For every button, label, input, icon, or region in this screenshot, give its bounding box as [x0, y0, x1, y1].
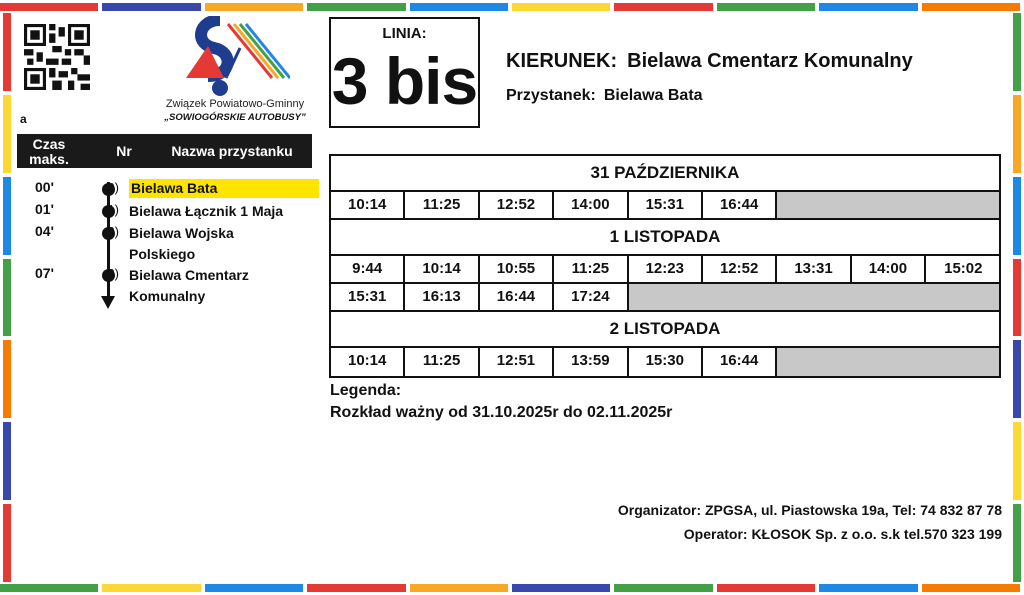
timetable-row: [331, 192, 999, 220]
stop-nr: 1): [107, 202, 119, 217]
stops-list: [17, 176, 317, 311]
departure-time: 12:52: [703, 256, 777, 282]
border-segment: [512, 3, 610, 11]
border-segment: [3, 340, 11, 418]
departure-time: 11:25: [554, 256, 628, 282]
departure-time: 14:00: [852, 256, 926, 282]
legend-title: Legenda:: [330, 382, 402, 399]
border-segment: [410, 3, 508, 11]
departure-time: 11:25: [405, 348, 479, 376]
stop-time: 00': [35, 179, 54, 195]
border-segment: [614, 3, 712, 11]
stop-name-line1: Bielawa Cmentarz: [129, 267, 249, 283]
departure-time: 15:30: [629, 348, 703, 376]
timetable: [329, 154, 1001, 378]
border-segment: [1013, 422, 1021, 500]
departure-time: 10:14: [331, 348, 405, 376]
departure-time: 14:00: [554, 192, 628, 218]
border-segment: [819, 3, 917, 11]
border-segment: [410, 584, 508, 592]
stop-nr: 0): [107, 180, 119, 195]
sowiogorskie-logo-icon: [180, 16, 290, 98]
stop-nr: 2): [107, 224, 119, 239]
border-segment: [3, 95, 11, 173]
operator-text: Operator: KŁOSOK Sp. z o.o. s.k tel.570 323 199: [683, 526, 1002, 542]
border-segment: [717, 3, 815, 11]
border-segment: [307, 3, 405, 11]
border-segment: [0, 584, 98, 592]
qr-code-icon: [24, 24, 90, 90]
direction-label: KIERUNEK:: [506, 50, 618, 72]
departure-time: 10:55: [480, 256, 554, 282]
border-segment: [3, 177, 11, 255]
direction: [506, 50, 913, 73]
border-segment: [614, 584, 712, 592]
border-segment: [102, 584, 200, 592]
border-segment: [922, 3, 1020, 11]
timetable-date-header: 2 LISTOPADA: [331, 312, 999, 348]
border-segment: [102, 3, 200, 11]
timetable-date-header: 31 PAŹDZIERNIKA: [331, 156, 999, 192]
logo-org-name: Związek Powiatowo-Gminny: [165, 98, 305, 110]
timetable-date-header: 1 LISTOPADA: [331, 220, 999, 256]
border-segment: [922, 584, 1020, 592]
timetable-row: [331, 256, 999, 284]
departure-time: 12:23: [629, 256, 703, 282]
border-segment: [205, 3, 303, 11]
stop-name: Bielawa Łącznik 1 Maja: [129, 203, 284, 219]
line-number: 3 bis: [331, 44, 478, 118]
empty-filler: [777, 192, 999, 218]
stop-name: [129, 265, 319, 307]
departure-time: 11:25: [405, 192, 479, 218]
border-segment: [3, 13, 11, 91]
departure-time: 13:31: [777, 256, 851, 282]
border-segment: [819, 584, 917, 592]
border-segment: [1013, 504, 1021, 582]
validity-text: Rozkład ważny od 31.10.2025r do 02.11.2025r: [330, 404, 673, 421]
stop-time: 07': [35, 265, 54, 281]
line-number-box: [329, 17, 480, 128]
current-stop: [506, 87, 703, 105]
stop-time: 01': [35, 201, 54, 217]
stop-name-current: Bielawa Bata: [129, 179, 319, 198]
departure-time: 16:44: [480, 284, 554, 310]
stops-header: [17, 134, 312, 168]
header-time: Czas maks.: [29, 136, 69, 167]
route-arrow-icon: [101, 296, 115, 309]
stop-time: 04': [35, 223, 54, 239]
empty-filler: [629, 284, 999, 310]
footer-contacts: [618, 498, 1002, 546]
empty-filler: [777, 348, 999, 376]
departure-time: 17:24: [554, 284, 628, 310]
border-segment: [307, 584, 405, 592]
route-line: [107, 182, 110, 300]
header-stop-name: Nazwa przystanku: [171, 143, 293, 159]
stop-name-line1: Bielawa Wojska: [129, 225, 234, 241]
border-segment: [0, 3, 98, 11]
departure-time: 10:14: [405, 256, 479, 282]
timetable-row: [331, 348, 999, 376]
departure-time: 16:44: [703, 348, 777, 376]
border-segment: [3, 259, 11, 337]
border-segment: [3, 422, 11, 500]
departure-time: 12:51: [480, 348, 554, 376]
border-segment: [1013, 259, 1021, 337]
border-segment: [1013, 95, 1021, 173]
stop-name: [129, 223, 319, 265]
organizer-text: Organizator: ZPGSA, ul. Piastowska 19a, Tel: 74 832 87 78: [617, 502, 1002, 518]
qr-caption: a: [20, 112, 27, 126]
departure-time: 15:02: [944, 260, 983, 277]
border-segment: [3, 504, 11, 582]
departure-time: 9:44: [331, 256, 405, 282]
direction-value: Bielawa Cmentarz Komunalny: [627, 50, 913, 72]
timetable-row: [331, 284, 999, 312]
departure-time: 13:59: [554, 348, 628, 376]
current-stop-label: Przystanek:: [506, 87, 596, 104]
departure-time: 15:31: [629, 192, 703, 218]
border-segment: [717, 584, 815, 592]
border-segment: [205, 584, 303, 592]
departure-time: 16:13: [405, 284, 479, 310]
header-nr: Nr: [116, 143, 132, 159]
line-label: LINIA:: [382, 25, 427, 42]
border-segment: [1013, 177, 1021, 255]
stop-name-line2: Polskiego: [129, 246, 196, 262]
border-segment: [1013, 13, 1021, 91]
stop-name-line2: Komunalny: [129, 288, 206, 304]
border-segment: [512, 584, 610, 592]
current-stop-value: Bielawa Bata: [603, 87, 703, 104]
border-segment: [1013, 340, 1021, 418]
stop-nr: 3): [107, 266, 119, 281]
legend: [330, 380, 672, 424]
departure-time: 10:14: [331, 192, 405, 218]
departure-time: 12:52: [480, 192, 554, 218]
departure-time: 16:44: [703, 192, 777, 218]
logo-brand-name: „SOWIOGÓRSKIE AUTOBUSY”: [164, 112, 306, 123]
departure-time: 15:31: [331, 284, 405, 310]
